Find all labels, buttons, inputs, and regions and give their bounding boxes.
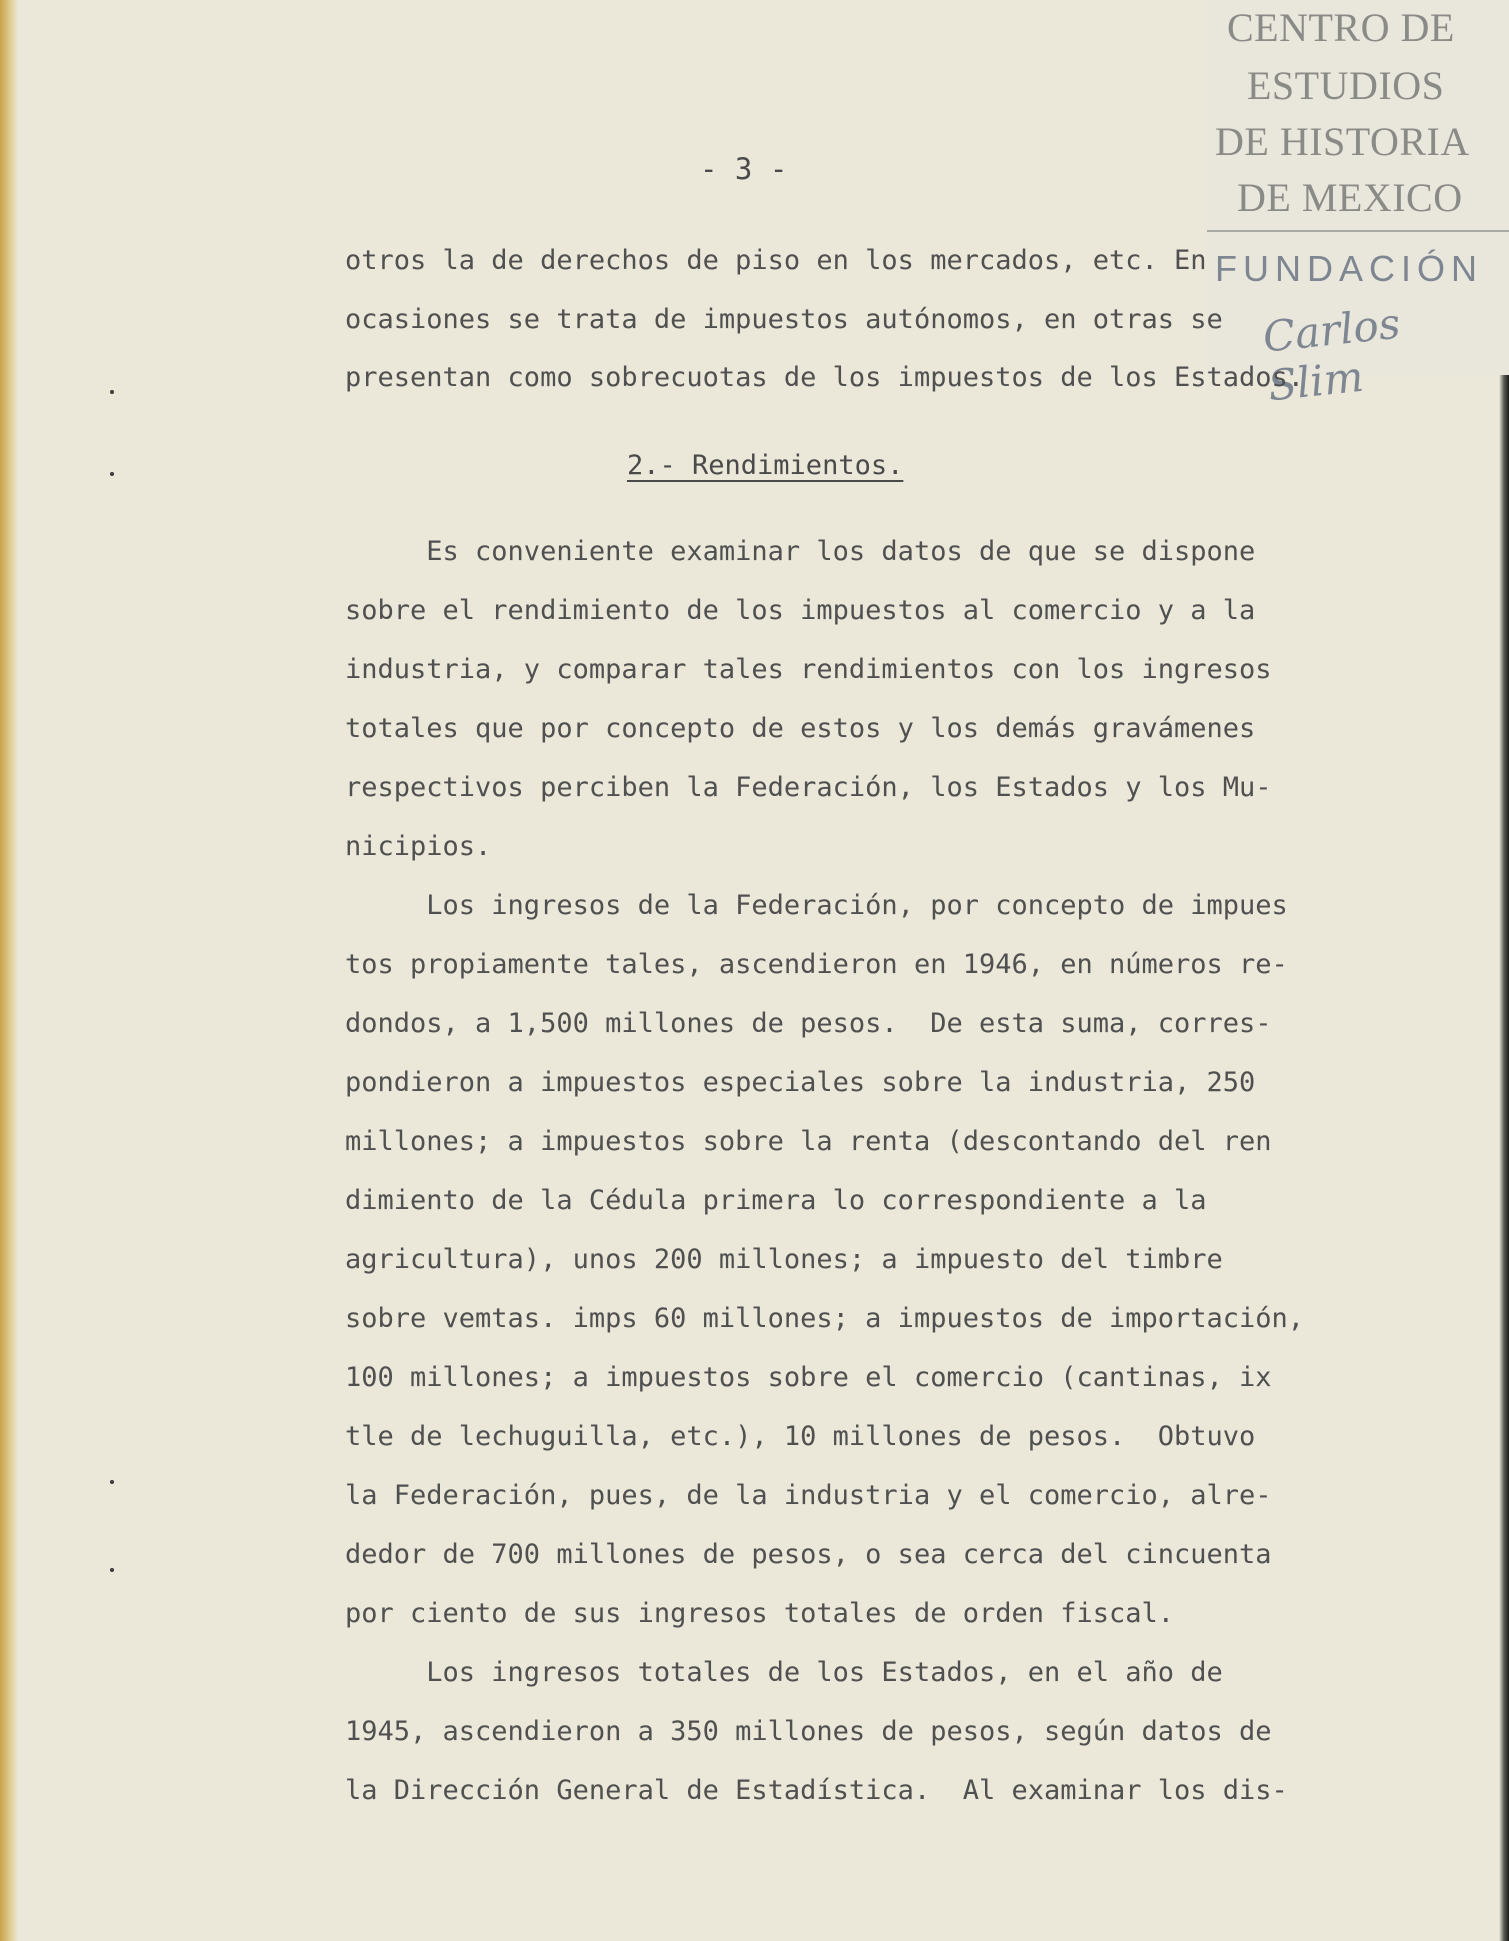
text-line: ocasiones se trata de impuestos autónomos, en otras se (345, 304, 1223, 335)
stamp-line: DE MEXICO (1237, 175, 1463, 220)
text-line: dedor de 700 millones de pesos, o sea cerca del cincuenta (345, 1539, 1272, 1570)
text-line: la Dirección General de Estadística. Al examinar los dis- (345, 1775, 1288, 1806)
text-line: agricultura), unos 200 millones; a impuesto del timbre (345, 1244, 1223, 1275)
stamp-rule (1207, 230, 1509, 232)
text-line: millones; a impuestos sobre la renta (descontando del ren (345, 1126, 1272, 1157)
text-line: totales que por concepto de estos y los demás gravámenes (345, 713, 1256, 744)
section-heading: 2.- Rendimientos. (627, 450, 904, 481)
text-line: dondos, a 1,500 millones de pesos. De esta suma, corres- (345, 1008, 1272, 1039)
stamp-signature: Carlos Slim (1260, 298, 1403, 411)
text-line: pondieron a impuestos especiales sobre la industria, 250 (345, 1067, 1256, 1098)
text-line: otros la de derechos de piso en los mercados, etc. En (345, 245, 1207, 276)
text-line: dimiento de la Cédula primera lo correspondiente a la (345, 1185, 1207, 1216)
text-line: presentan como sobrecuotas de los impuestos de los Estados. (345, 362, 1305, 393)
text-line: por ciento de sus ingresos totales de orden fiscal. (345, 1598, 1175, 1629)
text-line: sobre el rendimiento de los impuestos al comercio y a la (345, 595, 1256, 626)
text-line: nicipios. (345, 831, 492, 862)
page-number: - 3 - (700, 152, 788, 186)
text-line: industria, y comparar tales rendimientos con los ingresos (345, 654, 1272, 685)
text-line: Los ingresos de la Federación, por concepto de impues (345, 890, 1288, 921)
archive-stamp (1207, 0, 1509, 411)
stamp-foundation: FUNDACIÓN (1215, 248, 1483, 289)
text-line: respectivos perciben la Federación, los Estados y los Mu- (345, 772, 1272, 803)
text-line: Los ingresos totales de los Estados, en el año de (345, 1657, 1223, 1688)
stamp-line: DE HISTORIA (1215, 119, 1470, 164)
margin-mark (110, 390, 114, 394)
text-line: 100 millones; a impuestos sobre el comercio (cantinas, ix (345, 1362, 1272, 1393)
text-line: tle de lechuguilla, etc.), 10 millones de pesos. Obtuvo (345, 1421, 1256, 1452)
text-line: Es conveniente examinar los datos de que se dispone (345, 536, 1256, 567)
stamp-line: CENTRO DE (1227, 5, 1455, 50)
margin-mark (110, 1568, 114, 1572)
margin-mark (110, 472, 114, 476)
text-line: la Federación, pues, de la industria y el comercio, alre- (345, 1480, 1272, 1511)
page-edge-left (0, 0, 18, 1941)
margin-mark (110, 1480, 114, 1484)
text-line: sobre vemtas. imps 60 millones; a impuestos de importación, (345, 1303, 1305, 1334)
stamp-line: ESTUDIOS (1247, 63, 1445, 108)
text-line: 1945, ascendieron a 350 millones de pesos, según datos de (345, 1716, 1272, 1747)
text-line: tos propiamente tales, ascendieron en 1946, en números re- (345, 949, 1288, 980)
